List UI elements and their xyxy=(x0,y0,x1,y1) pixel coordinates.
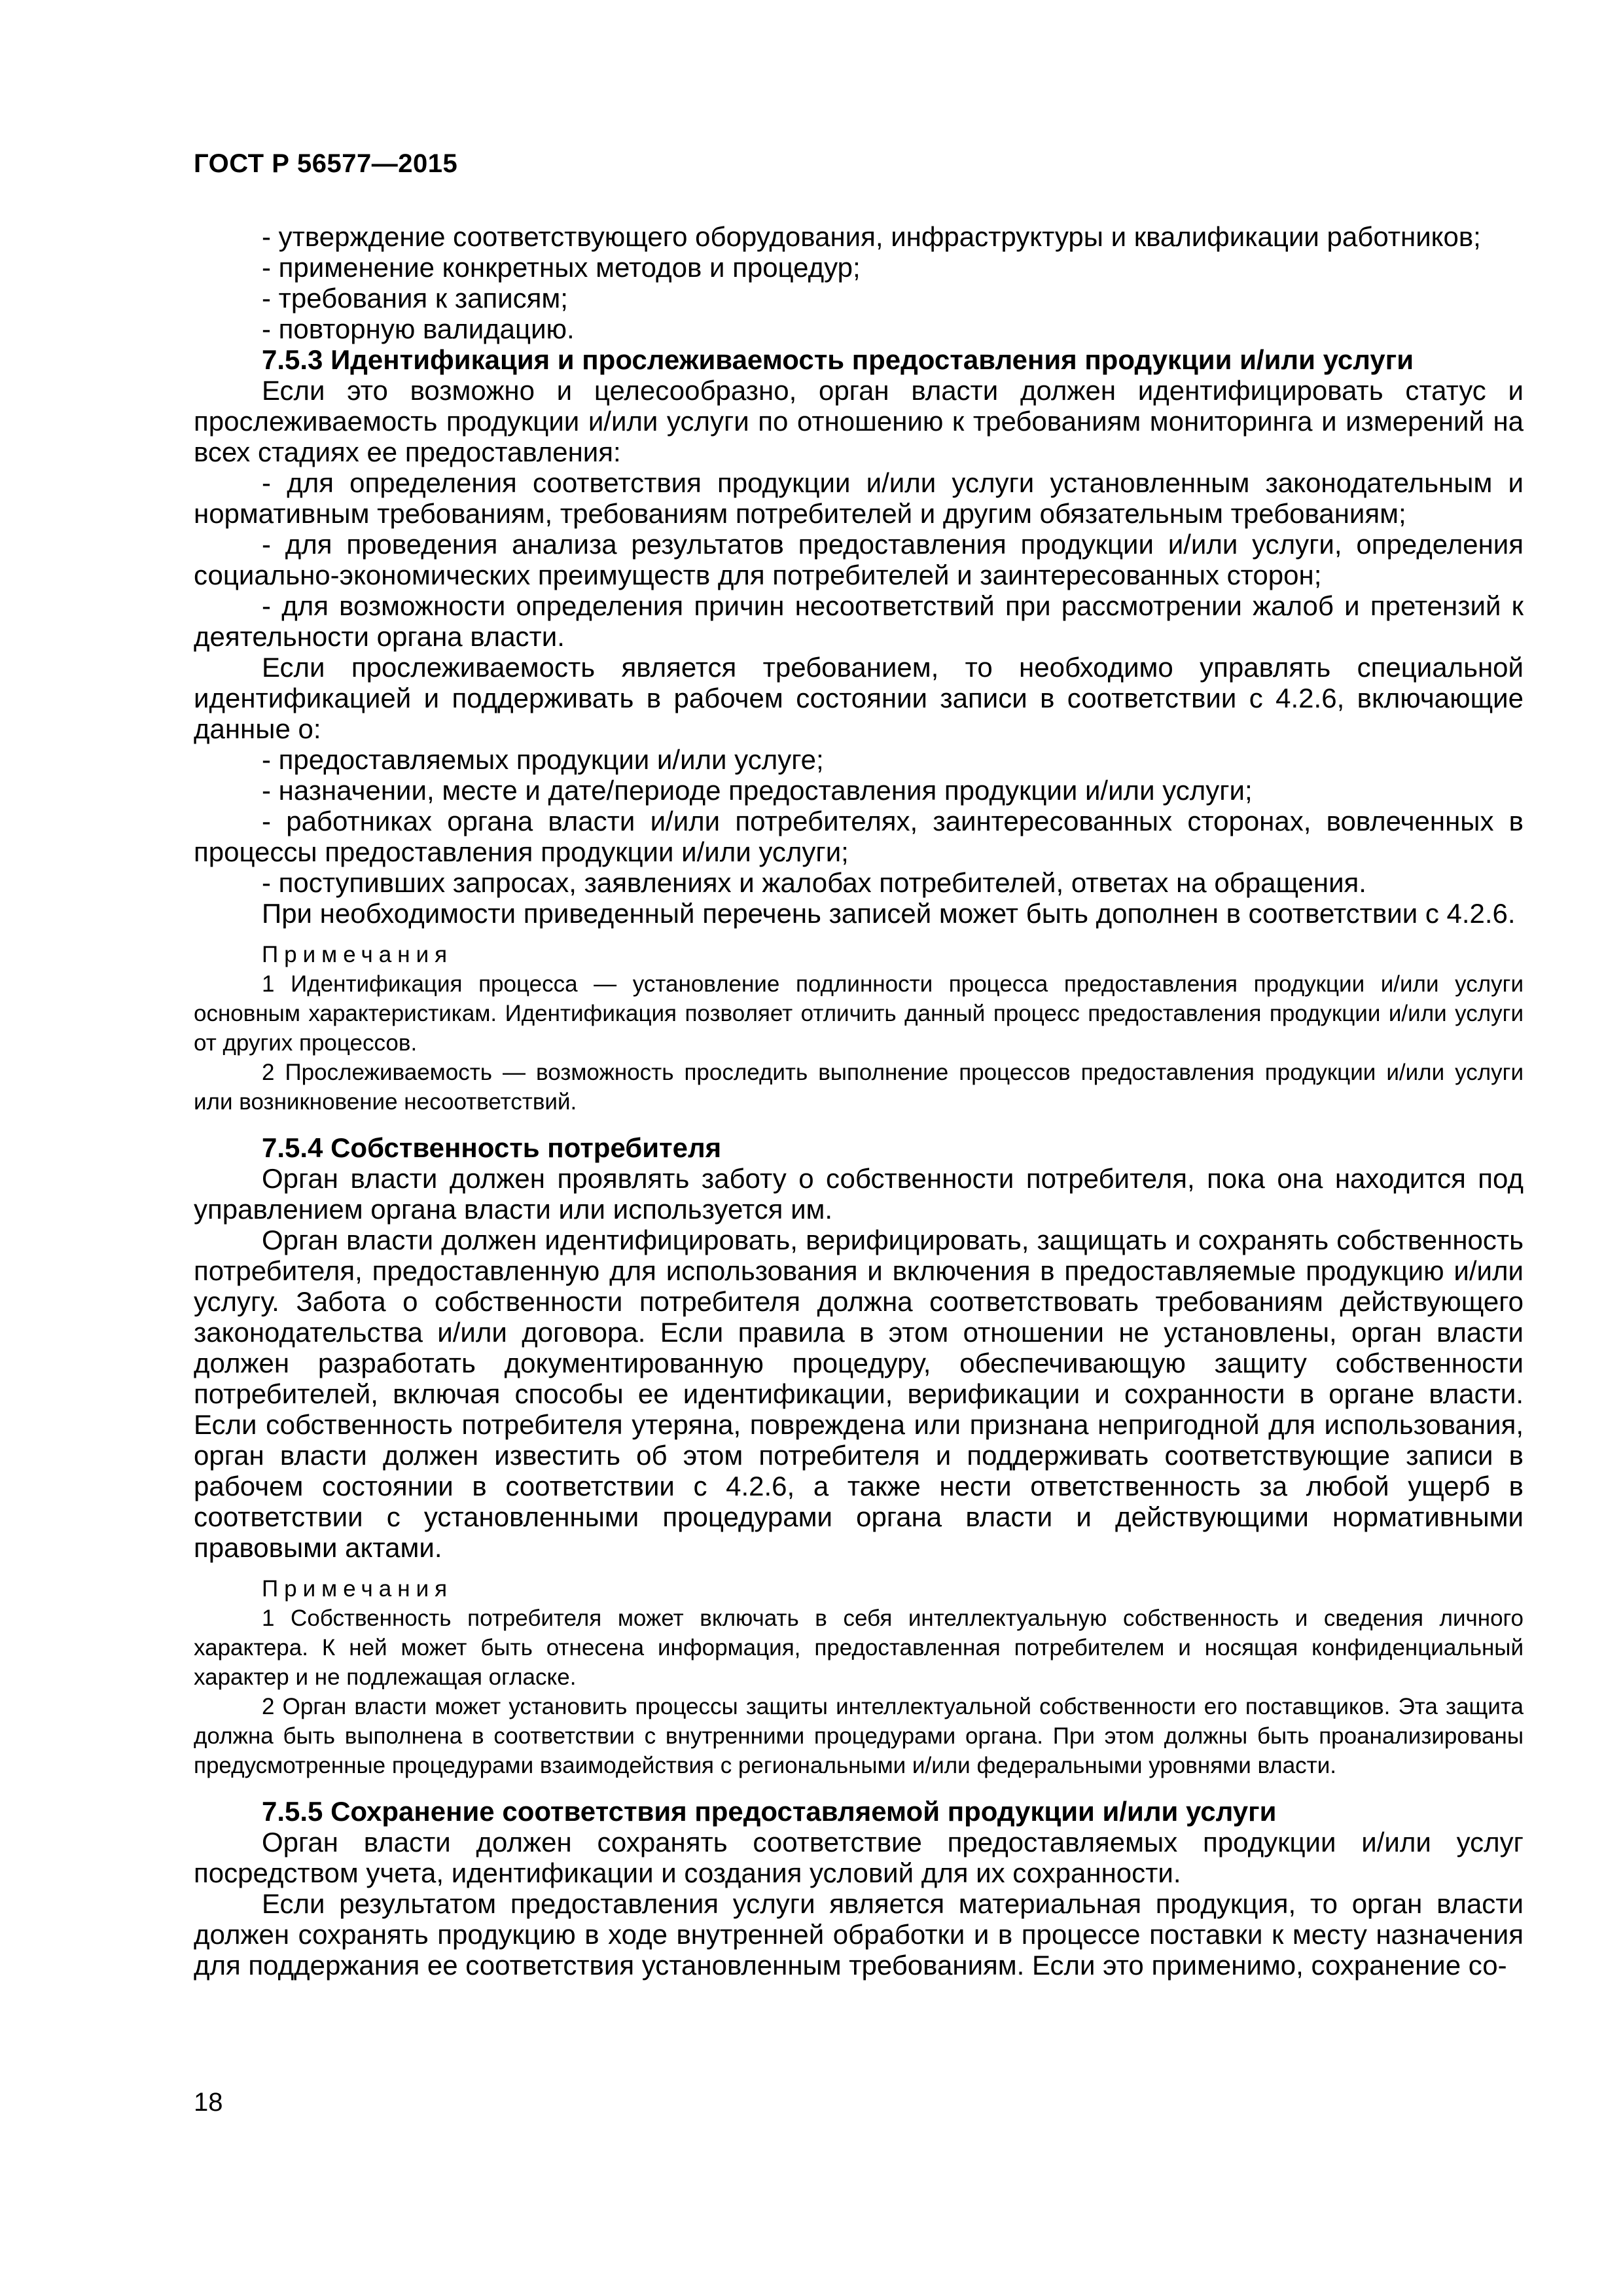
list-item: - работниках органа власти и/или потребителях, заинтересованных сторонах, вовлеченных в процессы предоставления продукции и/или услуги; xyxy=(194,806,1524,867)
note: 1 Идентификация процесса — установление подлинности процесса предоставления продукции и/или услуги основным характеристикам. Идентификация позволяет отличить данный процесс предоставления продукции и/или услуги от других процессов. xyxy=(194,971,1524,1056)
list-item: - повторную валидацию. xyxy=(262,314,575,344)
list-item: - для возможности определения причин несоответствий при рассмотрении жалоб и претензий к деятельности органа власти. xyxy=(194,590,1524,652)
document-header: ГОСТ Р 56577—2015 xyxy=(194,149,458,178)
list-item: - для определения соответствия продукции и/или услуги установленным законодательным и нормативным требованиям, требованиям потребителей и другим обязательным требованиям; xyxy=(194,467,1524,529)
section-heading-7-5-3: 7.5.3 Идентификация и прослеживаемость предоставления продукции и/или услуги xyxy=(262,344,1414,375)
paragraph: При необходимости приведенный перечень записей может быть дополнен в соответствии с 4.2.6. xyxy=(262,898,1516,929)
paragraph: Если прослеживаемость является требованием, то необходимо управлять специальной идентификацией и поддерживать в рабочем состоянии записи в соответствии с 4.2.6, включающие данные о: xyxy=(194,652,1524,744)
list-item: - предоставляемых продукции и/или услуге; xyxy=(262,744,824,775)
section-heading-7-5-5: 7.5.5 Сохранение соответствия предоставляемой продукции и/или услуги xyxy=(262,1796,1277,1827)
list-item: - поступивших запросах, заявлениях и жалобах потребителей, ответах на обращения. xyxy=(262,867,1366,898)
note: 2 Прослеживаемость — возможность проследить выполнение процессов предоставления продукции и/или услуги или возникновение несоответствий. xyxy=(194,1060,1524,1115)
note: 2 Орган власти может установить процессы защиты интеллектуальной собственности его поставщиков. Эта защита должна быть выполнена в соответствии с внутренними процедурами органа. При этом должны быть проанализированы предусмотренные процедурами взаимодействия с региональными и/или федеральными уровнями власти. xyxy=(194,1694,1524,1778)
paragraph: Орган власти должен идентифицировать, верифицировать, защищать и сохранять собственность потребителя, предоставленную для использования и включения в предоставляемые продукцию и/или услугу. Забота о собственности потребителя должна соответствовать требованиям действующего законодательства и/или договора. Если правила в этом отношении не установлены, орган власти должен разработать документированную процедуру, обеспечивающую защиту собственности потребителей, включая способы ее идентификации, верификации и сохранности в органе власти. Если собственность потребителя утеряна, повреждена или признана непригодной для использования, орган власти должен известить об этом потребителя и поддерживать соответствующие записи в рабочем состоянии в соответствии с 4.2.6, а также нести ответственность за любой ущерб в соответствии с установленными процедурами органа власти и действующими нормативными правовыми актами. xyxy=(194,1225,1524,1563)
paragraph: Орган власти должен сохранять соответствие предоставляемых продукции и/или услуг посредством учета, идентификации и создания условий для их сохранности. xyxy=(194,1827,1524,1888)
paragraph: Если результатом предоставления услуги является материальная продукция, то орган власти должен сохранять продукцию в ходе внутренней обработки и в процессе поставки к месту назначения для поддержания ее соответствия установленным требованиям. Если это применимо, сохранение со- xyxy=(194,1888,1524,1981)
note: 1 Собственность потребителя может включать в себя интеллектуальную собственность и сведения личного характера. К ней может быть отнесена информация, предоставленная потребителем и носящая конфиденциальный характер и не подлежащая огласке. xyxy=(194,1605,1524,1690)
list-item: - требования к записям; xyxy=(262,283,568,314)
paragraph: Если это возможно и целесообразно, орган власти должен идентифицировать статус и прослеживаемость продукции и/или услуги по отношению к требованиям мониторинга и измерений на всех стадиях ее предоставления: xyxy=(194,375,1524,467)
section-heading-7-5-4: 7.5.4 Собственность потребителя xyxy=(262,1132,722,1163)
list-item: - утверждение соответствующего оборудования, инфраструктуры и квалификации работников; xyxy=(262,221,1481,252)
list-item: - для проведения анализа результатов предоставления продукции и/или услуги, определения социально-экономических преимуществ для потребителей и заинтересованных сторон; xyxy=(194,529,1524,590)
paragraph: Орган власти должен проявлять заботу о собственности потребителя, пока она находится под управлением органа власти или используется им. xyxy=(194,1163,1524,1225)
document-body xyxy=(194,221,1524,1981)
list-item: - применение конкретных методов и процедур; xyxy=(262,252,861,283)
list-item: - назначении, месте и дате/периоде предоставления продукции и/или услуги; xyxy=(262,775,1253,806)
notes-title: Примечания xyxy=(262,1576,454,1602)
page-number: 18 xyxy=(194,2088,223,2117)
notes-title: Примечания xyxy=(262,942,454,967)
